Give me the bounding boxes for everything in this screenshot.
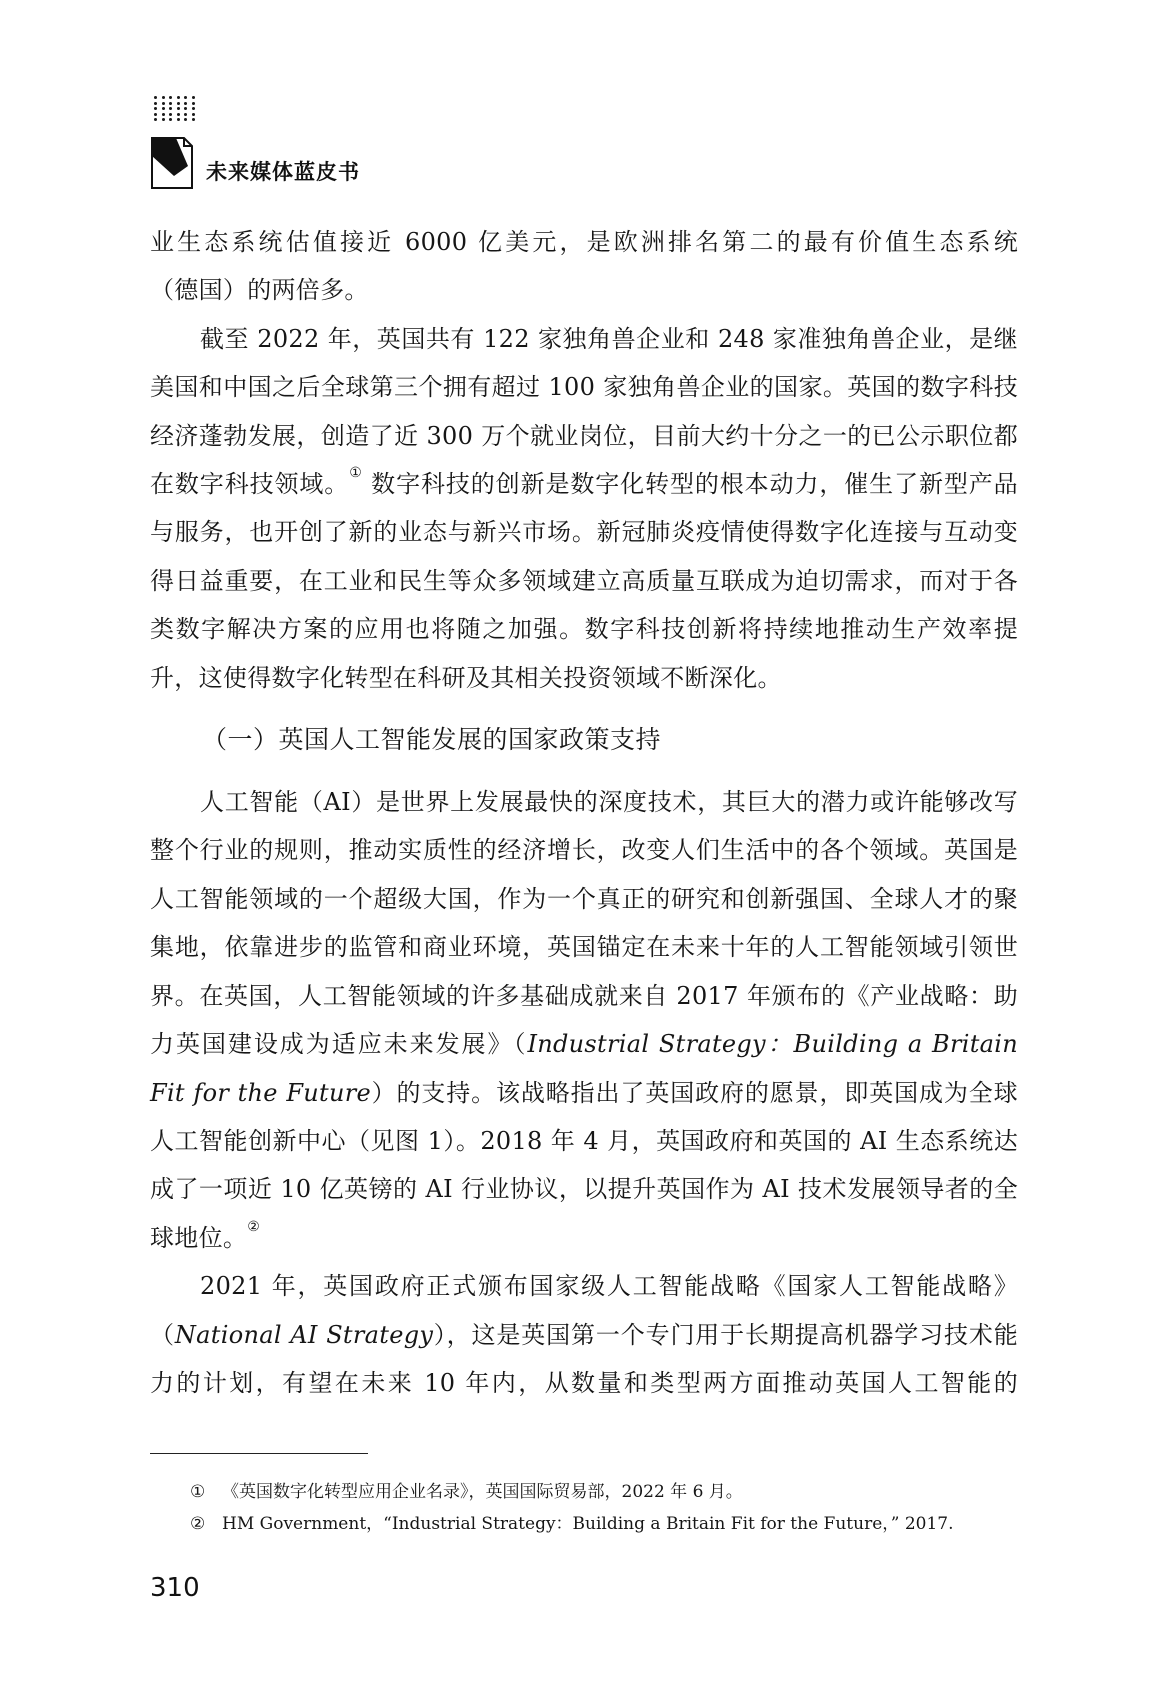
- dot: [184, 113, 187, 116]
- paragraph-ai-text-1: 人工智能（AI）是世界上发展最快的深度技术，其巨大的潜力或许能够改写整个行业的规则，推动实质性的经济增长，改变人们生活中的各个领域。英国是人工智能领域的一个超级大国，作为一个真正的研究和创新强国、全球人才的聚集地，依靠进步的监管和商业环境，英国锚定在未来十年的人工智能领域引领世界。在英国，人工智能领域的许多基础成就来自 2017 年颁布的《产业战略：助力英国建设成为适应未来发展》（: [150, 788, 1018, 1059]
- paragraph-strategy-text-1: 2021 年，英国政府正式颁布国家级人工智能战略《国家人工智能战略》（: [150, 1272, 1018, 1349]
- dot: [192, 113, 195, 116]
- footnote-ref-2[interactable]: ②: [247, 1218, 261, 1235]
- dot: [192, 96, 195, 99]
- dot: [184, 96, 187, 99]
- dot: [162, 96, 165, 99]
- paragraph-unicorns-text: 截至 2022 年，英国共有 122 家独角兽企业和 248 家准独角兽企业，是继美国和中国之后全球第三个拥有超过 100 家独角兽企业的国家。英国的数字科技经济蓬勃发展，创造了近 300 万个就业岗位，目前大约十分之一的已公示职位都在数字科技领域。: [150, 324, 1018, 499]
- dot: [184, 118, 187, 121]
- dot: [177, 118, 180, 121]
- body-text: [150, 218, 1018, 1407]
- footnote-1: [190, 1476, 990, 1508]
- dot: [154, 96, 157, 99]
- dot: [192, 107, 195, 110]
- paragraph-continued-line: 业生态系统估值接近 6000 亿美元，是欧洲排名第二的最有价值生态系统: [150, 228, 1018, 256]
- dot: [169, 96, 172, 99]
- paragraph-unicorns: [150, 315, 1018, 702]
- footnotes: [190, 1476, 990, 1540]
- footnote-divider: [150, 1453, 368, 1454]
- dot: [177, 113, 180, 116]
- section-heading: （一）英国人工智能发展的国家政策支持: [202, 725, 662, 755]
- national-ai-strategy-title: National AI Strategy: [174, 1320, 434, 1349]
- dot: [169, 102, 172, 105]
- dot: [169, 118, 172, 121]
- book-title: 未来媒体蓝皮书: [206, 160, 360, 184]
- book-corner-icon: [150, 136, 194, 190]
- dot: [177, 102, 180, 105]
- footnote-ref-1[interactable]: ①: [349, 465, 363, 482]
- dot: [192, 102, 195, 105]
- dot: [169, 113, 172, 116]
- dot: [192, 118, 195, 121]
- dot-grid-decoration: [154, 96, 197, 121]
- dot: [154, 113, 157, 116]
- footnote-mark: ②: [190, 1514, 206, 1534]
- paragraph-national-strategy: [150, 1262, 1018, 1407]
- footnote-text: 《英国数字化转型应用企业名录》，英国国际贸易部，2022 年 6 月。: [222, 1482, 743, 1502]
- industrial-strategy-title: Industrial Strategy：Building a Britain Fit for the Future: [150, 1030, 1019, 1107]
- dot: [162, 102, 165, 105]
- dot: [184, 107, 187, 110]
- paragraph-ai: [150, 778, 1018, 1262]
- dot: [162, 107, 165, 110]
- dot: [154, 102, 157, 105]
- dot: [184, 102, 187, 105]
- dot: [162, 113, 165, 116]
- paragraph-strategy-text-2: ），这是英国第一个专门用于长期提高机器学习技术能力的计划，有望在未来 10 年内，从数量和类型两方面推动英国人工智能的: [150, 1320, 1018, 1397]
- footnote-mark: ①: [190, 1482, 206, 1502]
- dot: [177, 96, 180, 99]
- dot: [169, 107, 172, 110]
- dot: [154, 118, 157, 121]
- dot: [177, 107, 180, 110]
- running-header: [150, 96, 450, 196]
- paragraph-ai-text-2: ）的支持。该战略指出了英国政府的愿景，即英国成为全球人工智能创新中心（见图 1）。2018 年 4 月，英国政府和英国的 AI 生态系统达成了一项近 10 亿英镑的 AI 行业协议，以提升英国作为 AI 技术发展领导者的全球地位。: [150, 1078, 1018, 1252]
- footnote-2: [190, 1508, 990, 1540]
- paragraph-continued-end: （德国）的两倍多。: [150, 276, 369, 305]
- page-number: 310: [150, 1573, 200, 1603]
- footnote-text: HM Government，“Industrial Strategy：Building a Britain Fit for the Future，” 2017.: [222, 1514, 954, 1534]
- paragraph-digital-innovation: 数字科技的创新是数字化转型的根本动力，催生了新型产品与服务，也开创了新的业态与新兴市场。新冠肺炎疫情使得数字化连接与互动变得日益重要，在工业和民生等众多领域建立高质量互联成为迫切需求，而对于各类数字解决方案的应用也将随之加强。数字科技创新将持续地推动生产效率提升，这使得数字化转型在科研及其相关投资领域不断深化。: [150, 470, 1018, 692]
- dot: [154, 107, 157, 110]
- dot: [162, 118, 165, 121]
